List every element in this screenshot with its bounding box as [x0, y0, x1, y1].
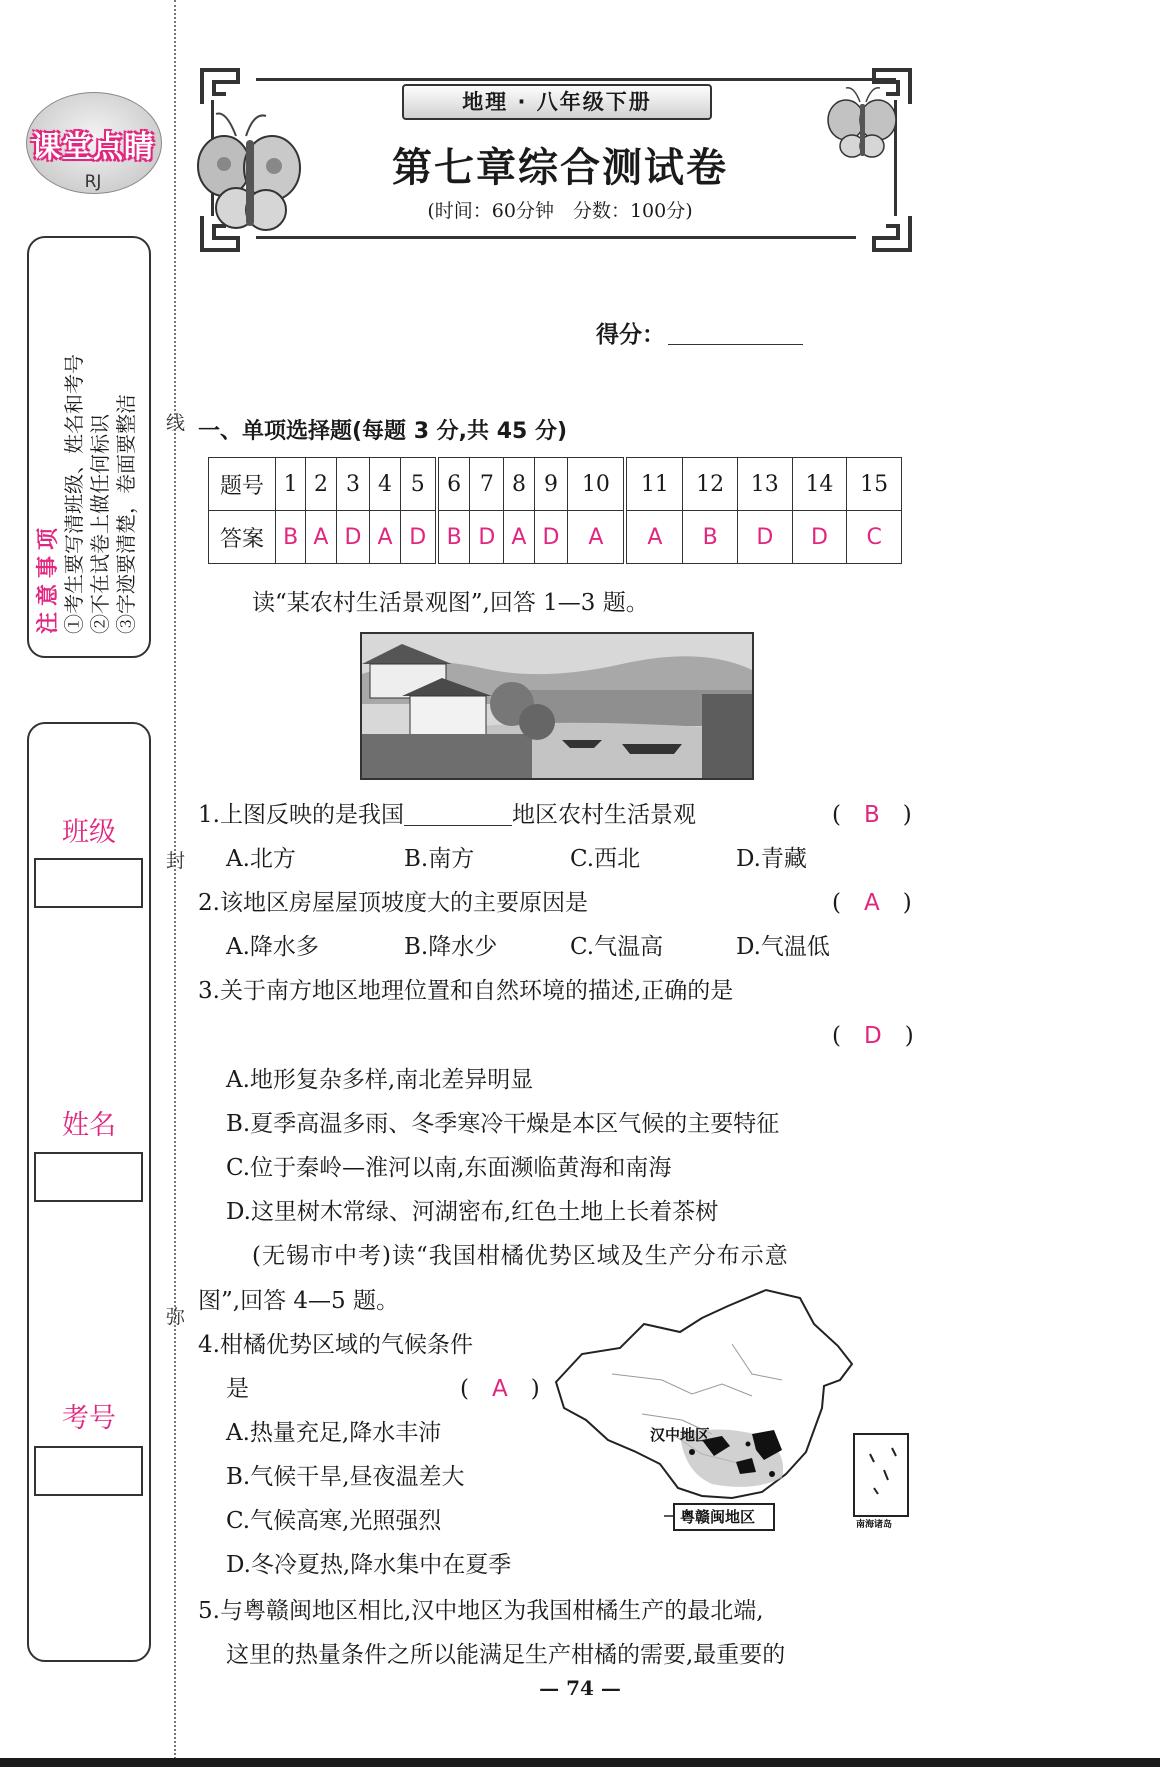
table-row-label: 答案: [209, 511, 276, 564]
question-2-option-a: A.降水多: [226, 934, 319, 960]
cut-mark-line: 线: [166, 412, 186, 434]
question-2-option-c: C.气温高: [570, 934, 664, 960]
cut-mark-seal: 封: [166, 850, 186, 872]
brand-badge-title: 课堂点睛: [31, 130, 155, 165]
table-cell-answer: A: [504, 511, 534, 564]
question-1-stem-before: 1.上图反映的是我国: [198, 802, 404, 828]
table-cell-number: 3: [336, 458, 370, 511]
table-cell-answer: B: [437, 511, 470, 564]
table-cell-number: 15: [847, 458, 902, 511]
table-row-numbers: [209, 458, 902, 511]
table-cell-answer: B: [683, 511, 738, 564]
name-field[interactable]: [34, 1152, 143, 1202]
reading-intro-1: 读“某农村生活景观图”,回答 1—3 题。: [252, 590, 649, 616]
score-blank[interactable]: [668, 344, 803, 345]
question-2-answer-value: A: [863, 890, 880, 916]
table-cell-answer: A: [625, 511, 682, 564]
question-4-option-b: B.气候干旱,昼夜温差大: [226, 1464, 465, 1490]
question-1-blank[interactable]: [404, 803, 512, 826]
subject-tag: 地理 · 八年级下册: [402, 84, 712, 120]
question-3-answer: ( D ): [832, 1023, 914, 1049]
corner-ornament-icon: [864, 212, 914, 256]
class-label: 班级: [62, 817, 116, 848]
header-frame-bottom: [256, 236, 856, 239]
notice-item-3: ③字迹要清楚，卷面要整洁: [114, 394, 138, 634]
question-3-answer-value: D: [863, 1023, 882, 1049]
table-cell-number: 9: [534, 458, 568, 511]
corner-ornament-icon: [198, 64, 248, 108]
question-1-option-d: D.青藏: [736, 846, 807, 872]
question-4-stem-a: 4.柑橘优势区域的气候条件: [198, 1332, 473, 1358]
table-cell-answer: D: [336, 511, 370, 564]
question-3-stem: 3.关于南方地区地理位置和自然环境的描述,正确的是: [198, 978, 734, 1004]
question-4-answer-value: A: [491, 1376, 508, 1402]
question-1-option-a: A.北方: [226, 846, 296, 872]
page-title: 第七章综合测试卷: [392, 144, 728, 191]
score-label: 得分：: [596, 322, 665, 348]
table-cell-answer: D: [792, 511, 847, 564]
table-cell-number: 4: [370, 458, 400, 511]
map-label-nanhai: 南海诸岛: [856, 1520, 893, 1530]
table-cell-answer: A: [568, 511, 625, 564]
question-1-answer: ( B ): [832, 802, 912, 828]
table-row-label: 题号: [209, 458, 276, 511]
reading-intro-2b: 图”,回答 4—5 题。: [198, 1288, 399, 1314]
time-score-note: (时间：60分钟 分数：100分): [427, 200, 693, 222]
question-4-option-d: D.冬冷夏热,降水集中在夏季: [226, 1552, 512, 1578]
table-cell-answer: A: [370, 511, 400, 564]
question-4-answer: ( A ): [460, 1376, 540, 1402]
question-5-line-a: 5.与粤赣闽地区相比,汉中地区为我国柑橘生产的最北端,: [198, 1598, 764, 1624]
table-cell-answer: D: [534, 511, 568, 564]
question-1-option-c: C.西北: [570, 846, 641, 872]
brand-badge-sub: RJ: [84, 172, 102, 192]
table-cell-answer: B: [276, 511, 306, 564]
question-1-stem-after: 地区农村生活景观: [511, 802, 696, 828]
binding-dotted-line: [174, 0, 176, 1767]
question-1-answer-value: B: [863, 802, 880, 828]
map-label-hanzhong: 汉中地区: [650, 1426, 711, 1444]
exam-number-field[interactable]: [34, 1446, 143, 1496]
village-landscape-image: [360, 632, 754, 780]
question-5-line-b: 这里的热量条件之所以能满足生产柑橘的需要,最重要的: [226, 1642, 786, 1668]
question-3-option-c: C.位于秦岭—淮河以南,东面濒临黄海和南海: [226, 1155, 672, 1181]
table-cell-number: 13: [737, 458, 792, 511]
notice-title: 注意事项: [36, 521, 61, 634]
table-cell-answer: D: [470, 511, 504, 564]
table-cell-number: 1: [276, 458, 306, 511]
table-row-answers: [209, 511, 902, 564]
name-label: 姓名: [62, 1110, 116, 1141]
notice-item-2: ②不在试卷上做任何标识: [88, 414, 112, 634]
question-1-stem: [198, 796, 696, 829]
question-2-stem: 2.该地区房屋屋顶坡度大的主要原因是: [198, 890, 588, 916]
table-cell-number: 2: [306, 458, 336, 511]
table-cell-number: 11: [625, 458, 682, 511]
answer-table: [208, 457, 902, 564]
table-cell-number: 14: [792, 458, 847, 511]
table-cell-number: 12: [683, 458, 738, 511]
table-cell-number: 7: [470, 458, 504, 511]
map-label-yuegan: 粤赣闽地区: [680, 1508, 756, 1526]
table-cell-answer: D: [737, 511, 792, 564]
page-number: — 74 —: [539, 1676, 621, 1700]
exam-number-label: 考号: [62, 1403, 116, 1434]
table-cell-number: 6: [437, 458, 470, 511]
table-cell-answer: A: [306, 511, 336, 564]
question-1-option-b: B.南方: [404, 846, 475, 872]
question-2-answer: ( A ): [832, 890, 912, 916]
bottom-bar: [0, 1758, 1160, 1767]
table-cell-number: 5: [400, 458, 437, 511]
reading-intro-2a: (无锡市中考)读“我国柑橘优势区域及生产分布示意: [252, 1243, 789, 1269]
question-4-stem-b: 是: [226, 1376, 249, 1402]
question-4-option-c: C.气候高寒,光照强烈: [226, 1508, 442, 1534]
notice-item-1: ①考生要写清班级、姓名和考号: [62, 354, 86, 634]
section-heading: 一、单项选择题(每题 3 分,共 45 分): [198, 419, 568, 444]
question-4-option-a: A.热量充足,降水丰沛: [226, 1420, 442, 1446]
question-2-option-b: B.降水少: [404, 934, 498, 960]
class-field[interactable]: [34, 858, 143, 908]
citrus-distribution-map: [552, 1284, 912, 1534]
china-map-icon: [552, 1284, 912, 1534]
question-2-option-d: D.气温低: [736, 934, 830, 960]
header-frame-top: [256, 78, 896, 81]
table-cell-number: 10: [568, 458, 625, 511]
village-landscape-icon: [362, 634, 752, 778]
table-cell-answer: C: [847, 511, 902, 564]
table-cell-number: 8: [504, 458, 534, 511]
table-cell-answer: D: [400, 511, 437, 564]
cut-mark-mi: 弥: [166, 1306, 186, 1328]
question-3-option-d: D.这里树木常绿、河湖密布,红色土地上长着茶树: [226, 1199, 719, 1225]
question-3-option-b: B.夏季高温多雨、冬季寒冷干燥是本区气候的主要特征: [226, 1111, 780, 1137]
question-3-option-a: A.地形复杂多样,南北差异明显: [226, 1067, 534, 1093]
